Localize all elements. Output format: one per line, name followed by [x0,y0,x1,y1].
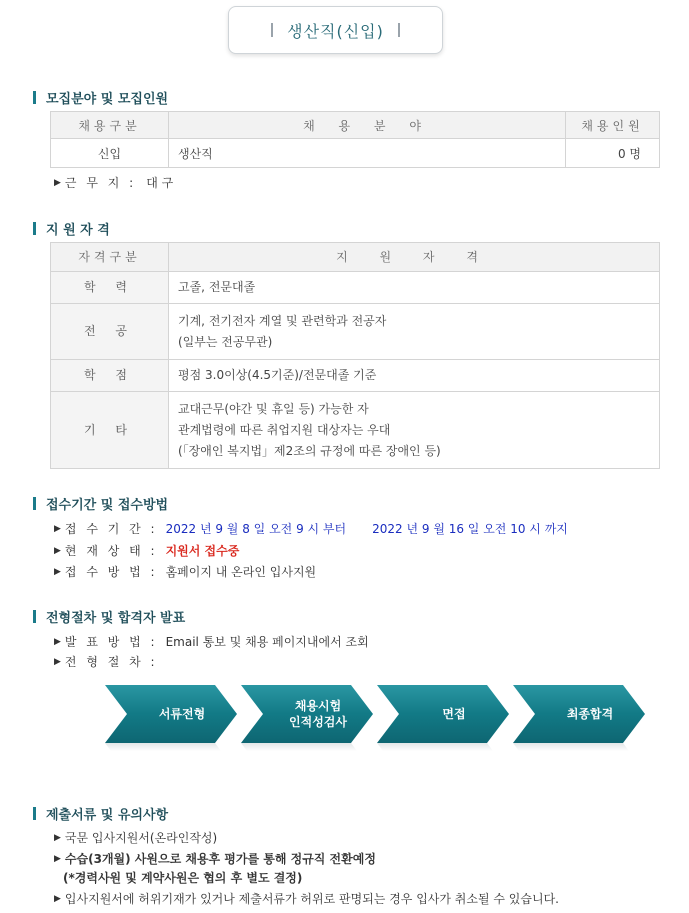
recruitment-table [50,111,660,168]
arrow-icon: ▶ [54,523,61,534]
cell-count: 0 명 [566,139,660,168]
row-content: 교대근무(야간 및 휴일 등) 가능한 자 관계법령에 따른 취업지원 대상자는 우대 (「장애인 복지법」제2조의 규정에 따른 장애인 등) [169,392,660,469]
title-divider [271,23,273,37]
arrow-icon: ▶ [54,656,61,667]
section-marker [33,222,36,235]
section-title: 접수기간 및 접수방법 [46,498,169,513]
status-badge: 지원서 접수중 [165,544,240,558]
announce-method: ▶ 발 표 방 법 : Email 통보 및 채용 페이지내에서 조회 [54,635,369,649]
arrow-icon: ▶ [54,636,61,647]
arrow-icon: ▶ [54,893,61,904]
application-period: ▶ 접 수 기 간 : 2022 년 9 월 8 일 오전 9 시 부터 2022 년 9 월 16 일 오전 10 시 까지 [54,522,568,536]
page-title: 생산직(신입) [287,21,384,41]
list-item: ▶ 입사지원서에 허위기재가 있거나 제출서류가 허위로 판명되는 경우 입사가 취소될 수 있습니다. [54,892,559,906]
step-aptitude-test: 채용시험 인적성검사 [289,699,347,729]
table-header-row [51,243,660,272]
cell-type: 신입 [51,139,169,168]
section-title: 모집분야 및 모집인원 [46,92,169,107]
process-steps [105,685,647,747]
section-marker [33,610,36,623]
list-item: ▶ 국문 입사지원서(온라인작성) [54,831,218,845]
application-status: ▶ 현 재 상 태 : 지원서 접수중 [54,544,240,558]
column-header: 채 용 분 야 [169,112,566,139]
section-heading-process [33,607,185,626]
table-row [51,392,660,469]
section-marker [33,497,36,510]
table-row [51,304,660,360]
section-title: 제출서류 및 유의사항 [46,808,169,823]
section-heading-recruitment [33,88,168,107]
title-divider [398,23,400,37]
row-content: 고졸, 전문대졸 [169,272,660,304]
step-document-screening: 서류전형 [158,707,206,721]
qualification-table [50,242,660,469]
list-item: ▶ 수습(3개월) 사원으로 채용후 평가를 통해 정규직 전환예정 [54,852,376,866]
section-heading-application [33,494,168,513]
cell-field: 생산직 [169,139,566,168]
section-heading-documents [33,804,168,823]
row-label: 전 공 [51,304,169,360]
column-header: 채용인원 [566,112,660,139]
section-marker [33,91,36,104]
page-title-box [228,6,443,54]
section-marker [33,807,36,820]
section-title: 지 원 자 격 [46,223,110,238]
table-header-row [51,112,660,139]
arrow-icon: ▶ [54,566,61,577]
list-item-note: (*경력사원 및 계약사원은 협의 후 별도 결정) [63,871,303,885]
section-heading-qualification [33,219,110,238]
row-content: 평점 3.0이상(4.5기준)/전문대졸 기준 [169,360,660,392]
table-row [51,360,660,392]
step-final-pass: 최종합격 [566,707,614,721]
work-location: ▶ 근 무 지 : 대 구 [54,176,174,190]
section-title: 전형절차 및 합격자 발표 [46,611,186,626]
row-label: 학 력 [51,272,169,304]
step-interview: 면접 [442,707,466,721]
column-header: 지 원 자 격 [169,243,660,272]
column-header: 자격구분 [51,243,169,272]
row-label: 기 타 [51,392,169,469]
arrow-icon: ▶ [54,853,61,864]
row-content: 기계, 전기전자 계열 및 관련학과 전공자 (일부는 전공무관) [169,304,660,360]
process-label: ▶ 전 형 절 차 : [54,655,158,669]
row-label: 학 점 [51,360,169,392]
application-method: ▶ 접 수 방 법 : 홈페이지 내 온라인 입사지원 [54,565,317,579]
arrow-icon: ▶ [54,832,61,843]
table-row [51,272,660,304]
column-header: 채용구분 [51,112,169,139]
arrow-icon: ▶ [54,545,61,556]
table-row [51,139,660,168]
arrow-icon: ▶ [54,177,61,188]
